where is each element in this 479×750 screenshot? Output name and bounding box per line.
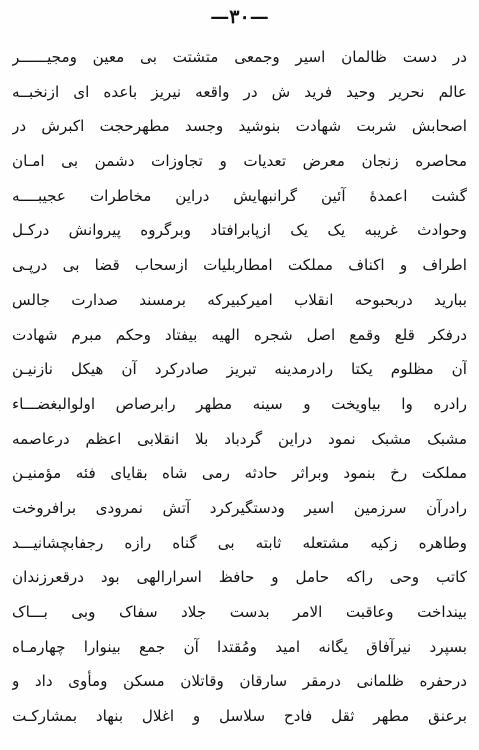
text-line: درحفره ظلمانی درمقر سارقان وقاتلان مسکن ومأوی داد و <box>12 672 467 691</box>
text-line: درفکر قلع وقمع اصل شجره الهیه بیفتاد وحکم مبرم شهادت <box>12 325 467 344</box>
text-line: بینداخت وعاقبت الامر بدست جلاد سفاک وبی بـــاک <box>12 603 467 621</box>
text-line: رادرآن سرزمین اسیر ودستگیرکرد آتش نمرودی برافروخت <box>12 498 467 517</box>
body-text <box>12 40 467 734</box>
text-line: آن مظلوم یکتا رادرمدینه تبریز صادرکرد آن هیکل نازنیـن <box>12 360 467 379</box>
text-line: گشت اعمدهٔ آئین گرانبهایش دراین مخاطرات عجیبــــه <box>12 186 467 205</box>
text-line: کاتب وحی راکه حامل و حافظ اسرارالهی بود درقعرزندان <box>12 568 467 587</box>
text-line: اصحابش شربت شهادت بنوشید وجسد مطهرحجت اکبرش در <box>12 117 467 136</box>
text-line: مشبک مشبک نمود دراین گردباد بلا انقلابی اعظم درعاصمه <box>12 429 467 448</box>
text-line: بسپرد نیرآفاق یگانه امید ومُقتدا آن جمع بینوارا چهارمـاه <box>12 637 467 656</box>
text-line: مملکت رخ بنمود وبراثر حادثه رمی شاه بقایای فئه مؤمنیـن <box>12 464 467 483</box>
text-line: وحوادث غریبه یک یک ازپابرافتاد وبرگروه پیروانش درکـل <box>12 221 467 240</box>
text-line: برعنق مطهر ثقل فادح سلاسل و اغلال بنهاد بمشارکـت <box>12 707 467 726</box>
text-line: محاصره زنجان معرض تعدیات و تجاوزات دشمن بی امـان <box>12 152 467 171</box>
text-line: وطاهره زکیه مشتعله ثابته بی گناه رازه رجفابچشانیـــد <box>12 533 467 552</box>
text-line: در دست ظالمان اسیر وجمعی متشتت بی معین ومجیــــــر <box>12 48 467 66</box>
text-line: رادره وا بیاویخت و سینه مطهر رابرصاص اولوالبغضـــاء <box>12 394 467 413</box>
text-line: اطراف و اکناف مملکت امطاربلیات ازسحاب قضا بی درپـی <box>12 256 467 275</box>
text-line: عالم نحریر وحید فرید ش در واقعه نیریز باعده ای ازنخبــه <box>12 82 467 101</box>
text-line: ببارید دربحبوحه انقلاب امیرکبیرکه برمسند صدارت جالس <box>12 290 467 309</box>
page-number: —۳۰— <box>210 6 269 28</box>
